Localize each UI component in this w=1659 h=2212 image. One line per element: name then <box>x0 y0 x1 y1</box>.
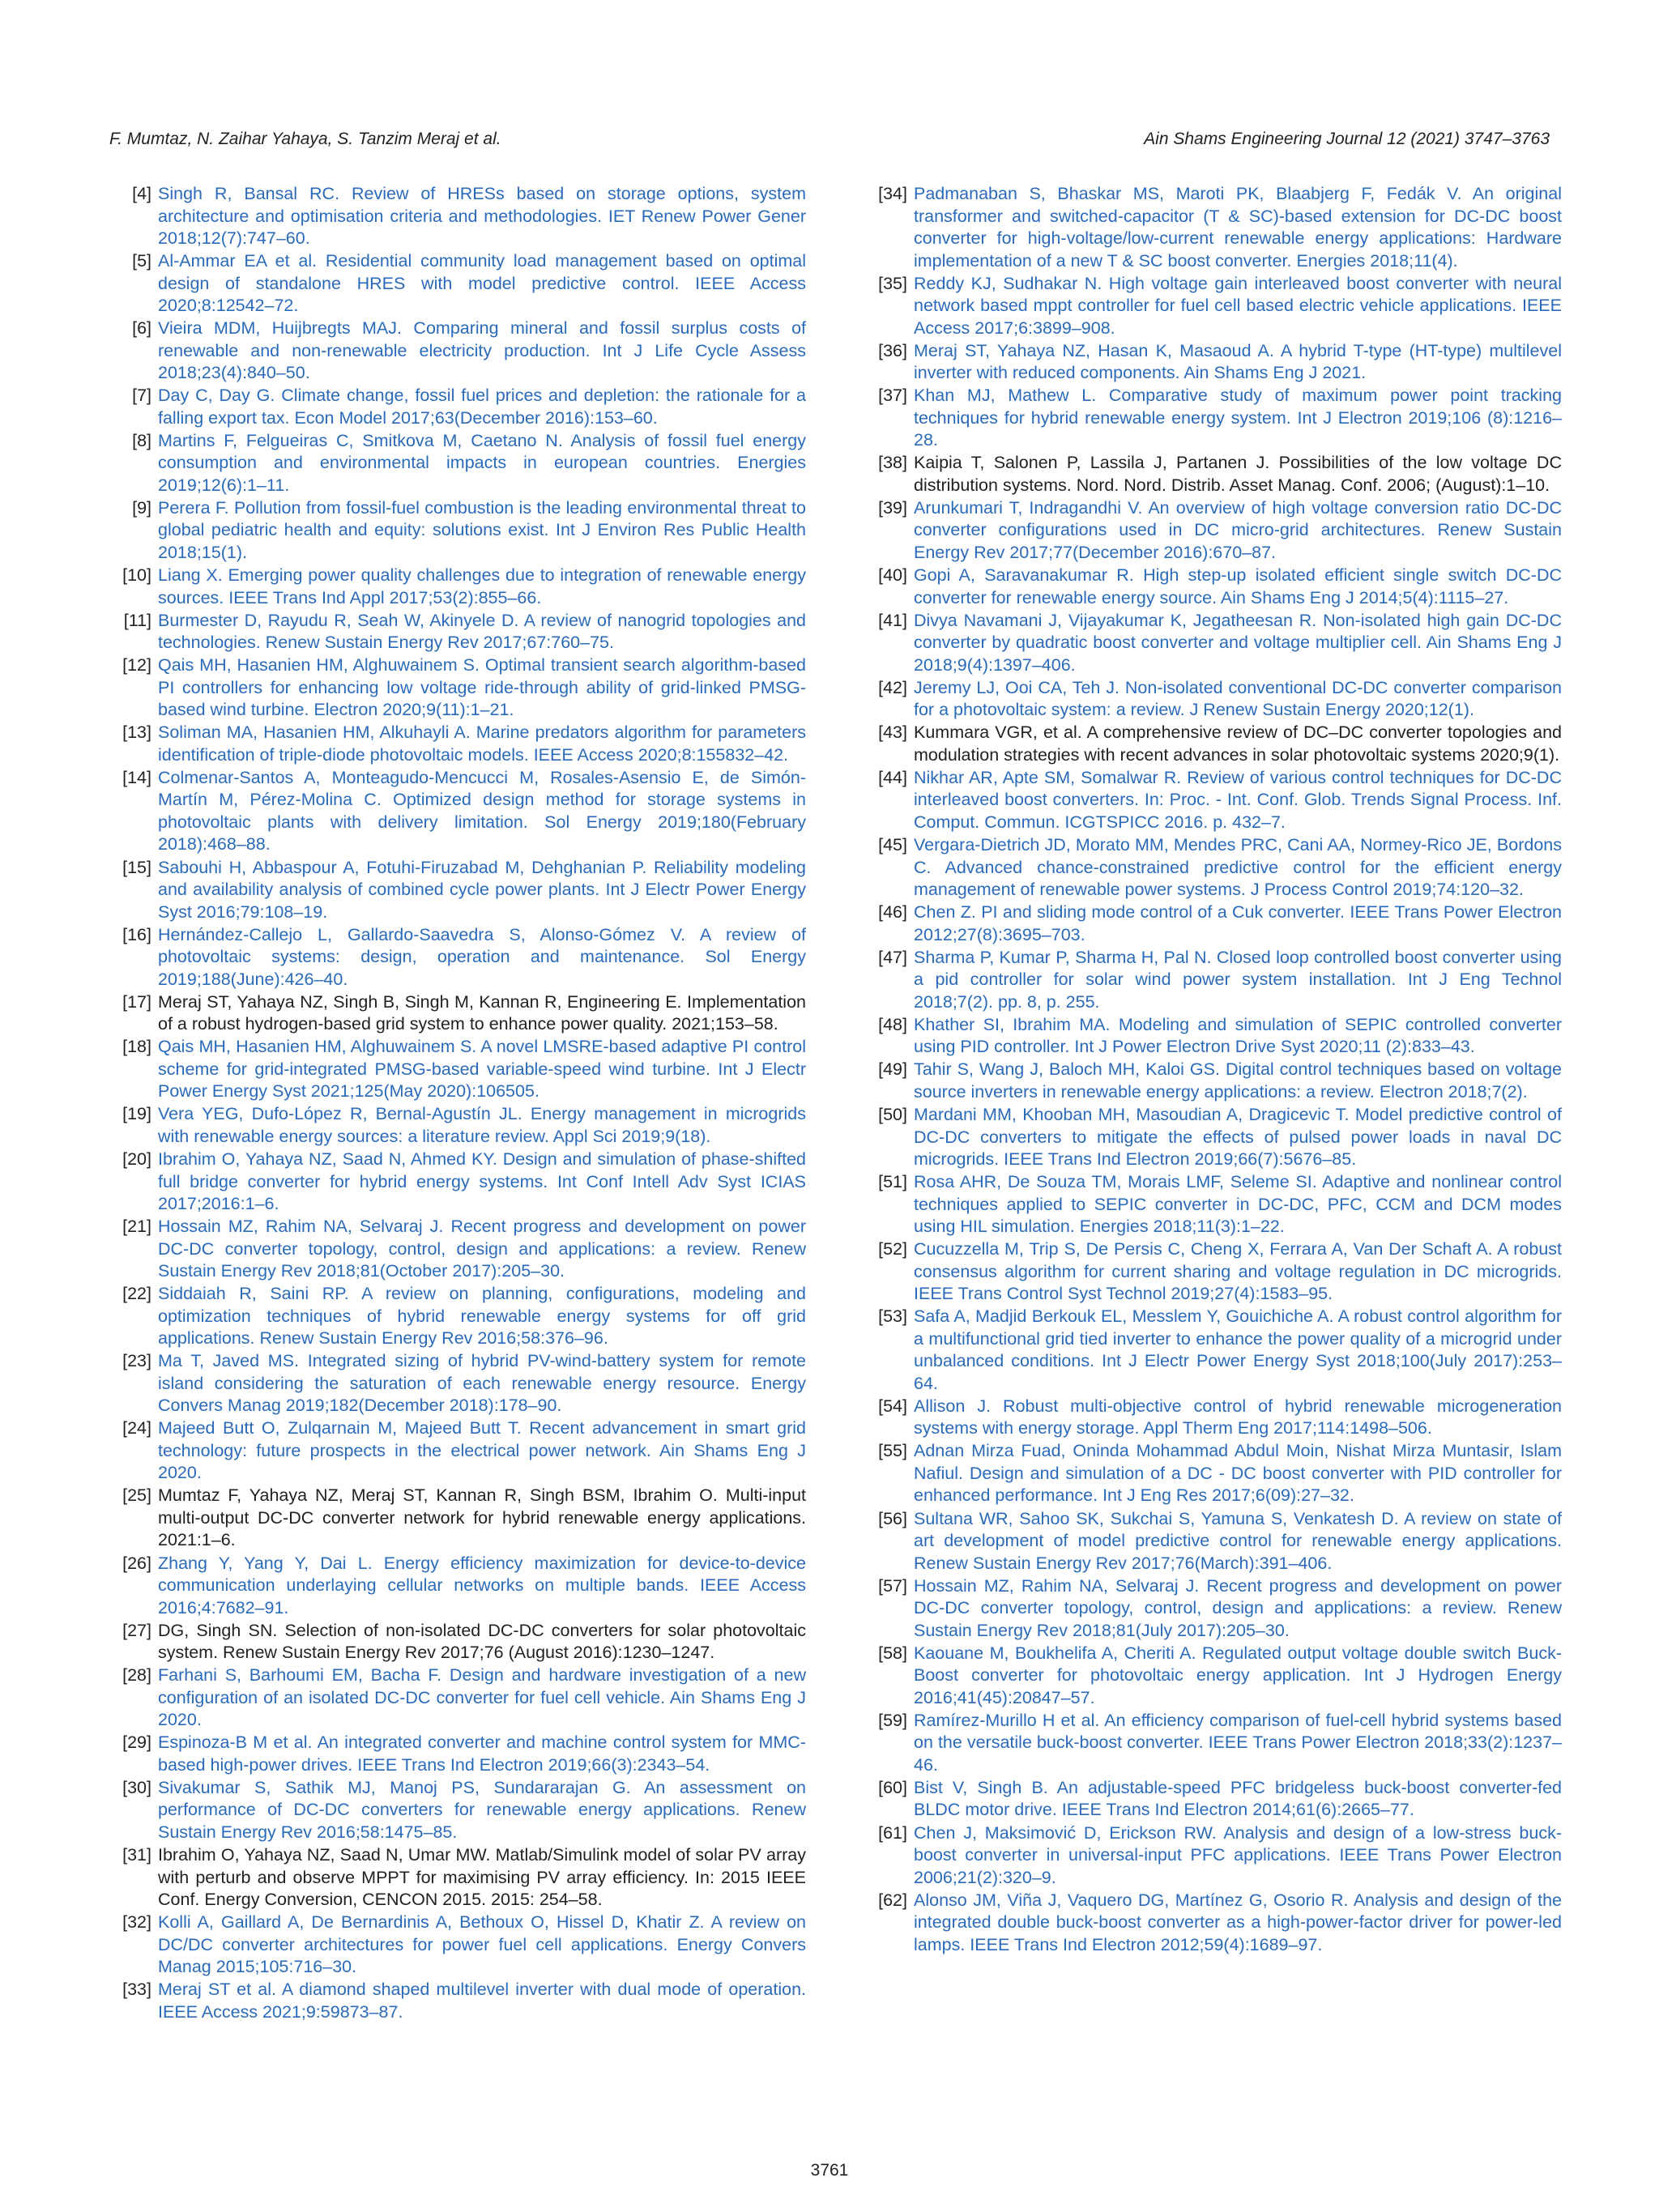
reference-link[interactable]: Burmester D, Rayudu R, Seah W, Akinyele D. A review of nanogrid topologies and technologies. Renew Sustain Energy Rev 2017;67:760–75. <box>158 610 806 653</box>
reference-link[interactable]: Sultana WR, Sahoo SK, Sukchai S, Yamuna S, Venkatesh D. A review on state of art development of model predictive control for renewable energy applications. Renew Sustain Energy Rev 2017;76(March):391–406. <box>914 1508 1562 1573</box>
reference-number: [33] <box>122 1980 151 2000</box>
reference-entry <box>109 318 806 385</box>
reference-number: [54] <box>878 1396 907 1416</box>
reference-entry <box>865 385 1562 452</box>
reference-number: [35] <box>878 273 907 293</box>
reference-link[interactable]: Alonso JM, Viña J, Vaquero DG, Martínez G, Osorio R. Analysis and design of the integrated double buck-boost converter as a high-power-factor driver for power-led lamps. IEEE Trans Ind Electron 2012;59(4):1689–97. <box>914 1890 1562 1954</box>
reference-link[interactable]: Soliman MA, Hasanien HM, Alkuhayli A. Marine predators algorithm for parameters identification of triple-diode photovoltaic models. IEEE Access 2020;8:155832–42. <box>158 722 806 765</box>
reference-number: [8] <box>132 430 151 450</box>
reference-number: [42] <box>878 677 907 697</box>
reference-number: [6] <box>132 318 151 339</box>
reference-link[interactable]: Vieira MDM, Huijbregts MAJ. Comparing mineral and fossil surplus costs of renewable and non-renewable electricity production. Int J Life Cycle Assess 2018;23(4):840–50. <box>158 318 806 383</box>
reference-entry <box>865 1059 1562 1103</box>
reference-number: [32] <box>122 1912 151 1933</box>
reference-entry <box>109 1036 806 1103</box>
running-head <box>109 130 1550 149</box>
reference-entry <box>109 722 806 766</box>
reference-number: [39] <box>878 497 907 518</box>
reference-number: [36] <box>878 340 907 360</box>
reference-link[interactable]: Arunkumari T, Indragandhi V. An overview of high voltage conversion ratio DC-DC converter configurations used in DC micro-grid architectures. Renew Sustain Energy Rev 2017;77(December 2016):670–87. <box>914 497 1562 562</box>
reference-entry <box>109 1912 806 1979</box>
reference-number: [40] <box>878 565 907 586</box>
reference-text: DG, Singh SN. Selection of non-isolated DC-DC converters for solar photovoltaic system. Renew Sustain Energy Rev 2017;76 (August 2016):1230–1247. <box>158 1620 806 1663</box>
reference-entry <box>865 452 1562 497</box>
reference-entry <box>109 1979 806 2023</box>
reference-number: [5] <box>132 251 151 271</box>
reference-entry <box>865 1575 1562 1643</box>
reference-number: [44] <box>878 767 907 787</box>
reference-link[interactable]: Hernández-Callejo L, Gallardo-Saavedra S, Alonso-Gómez V. A review of photovoltaic systems: design, operation and maintenance. Sol Energy 2019;188(June):426–40. <box>158 924 806 989</box>
reference-number: [19] <box>122 1104 151 1124</box>
reference-link[interactable]: Zhang Y, Yang Y, Dai L. Energy efficiency maximization for device-to-device communication underlaying cellular networks on multiple bands. IEEE Access 2016;4:7682–91. <box>158 1553 806 1617</box>
reference-link[interactable]: Adnan Mirza Fuad, Oninda Mohammad Abdul Moin, Nishat Mirza Muntasir, Islam Nafiul. Design and simulation of a DC - DC boost converter with PID controller for enhanced performance. Int J Eng Res 2017;6(09):27–32. <box>914 1441 1562 1506</box>
reference-entry <box>109 1149 806 1216</box>
reference-link[interactable]: Kaouane M, Boukhelifa A, Cheriti A. Regulated output voltage double switch Buck-Boost converter for photovoltaic energy application. Int J Hydrogen Energy 2016;41(45):20847–57. <box>914 1643 1562 1707</box>
reference-number: [15] <box>122 857 151 877</box>
reference-number: [50] <box>878 1105 907 1124</box>
reference-entry <box>109 991 806 1036</box>
reference-link[interactable]: Espinoza-B M et al. An integrated converter and machine control system for MMC-based high-power drives. IEEE Trans Ind Electron 2019;66(3):2343–54. <box>158 1733 806 1775</box>
reference-link[interactable]: Hossain MZ, Rahim NA, Selvaraj J. Recent progress and development on power DC-DC converter topology, control, design and applications: a review. Renew Sustain Energy Rev 2018;81(July 2017):205–30. <box>914 1575 1562 1640</box>
reference-number: [52] <box>878 1239 907 1259</box>
reference-number: [18] <box>122 1037 151 1057</box>
reference-link[interactable]: Vergara-Dietrich JD, Morato MM, Mendes PRC, Cani AA, Normey-Rico JE, Bordons C. Advanced chance-constrained predictive control for the efficient energy management of renewable power systems. J Process Control 2019;74:120–32. <box>914 835 1562 900</box>
reference-number: [17] <box>122 991 151 1012</box>
reference-link[interactable]: Vera YEG, Dufo-López R, Bernal-Agustín JL. Energy management in microgrids with renewable energy sources: a literature review. Appl Sci 2019;9(18). <box>158 1104 806 1146</box>
reference-text: Mumtaz F, Yahaya NZ, Meraj ST, Kannan R, Singh BSM, Ibrahim O. Multi-input multi-output DC-DC converter network for hybrid renewable energy applications. 2021:1–6. <box>158 1485 806 1550</box>
reference-number: [37] <box>878 386 907 406</box>
reference-entry <box>109 1553 806 1620</box>
reference-number: [45] <box>878 835 907 855</box>
reference-entry <box>109 1664 806 1732</box>
reference-entry <box>109 767 806 856</box>
reference-link[interactable]: Ma T, Javed MS. Integrated sizing of hybrid PV-wind-battery system for remote island considering the saturation of each renewable energy resource. Energy Convers Manag 2019;182(December 2018):178–90. <box>158 1351 806 1416</box>
reference-number: [38] <box>878 453 907 473</box>
reference-entry <box>109 857 806 924</box>
reference-number: [47] <box>878 947 907 967</box>
reference-entry <box>865 1396 1562 1440</box>
reference-entry <box>865 497 1562 565</box>
reference-link[interactable]: Chen Z. PI and sliding mode control of a Cuk converter. IEEE Trans Power Electron 2012;27(8):3695–703. <box>914 902 1562 944</box>
reference-number: [24] <box>122 1418 151 1438</box>
reference-entry <box>109 1620 806 1664</box>
reference-number: [27] <box>122 1620 151 1640</box>
reference-entry <box>109 1777 806 1844</box>
reference-number: [58] <box>878 1643 907 1663</box>
reference-entry <box>865 1014 1562 1059</box>
reference-number: [21] <box>122 1217 151 1237</box>
reference-entry <box>109 924 806 991</box>
page-number: 3761 <box>810 2161 849 2180</box>
running-head-authors: F. Mumtaz, N. Zaihar Yahaya, S. Tanzim Meraj et al. <box>109 130 501 148</box>
reference-link[interactable]: Sabouhi H, Abbaspour A, Fotuhi-Firuzabad M, Dehghanian P. Reliability modeling and availability analysis of combined cycle power plants. Int J Electr Power Energy Syst 2016;79:108–19. <box>158 857 806 922</box>
reference-entry <box>109 610 806 654</box>
reference-entry <box>865 1890 1562 1957</box>
reference-entry <box>109 250 806 318</box>
reference-entry <box>865 273 1562 340</box>
reference-text: Kummara VGR, et al. A comprehensive review of DC–DC converter topologies and modulation strategies with recent advances in solar photovoltaic systems 2020;9(1). <box>914 722 1562 765</box>
reference-link[interactable]: Siddaiah R, Saini RP. A review on planning, configurations, modeling and optimization techniques of hybrid renewable energy systems for off grid applications. Renew Sustain Energy Rev 2016;58:376–96. <box>158 1284 806 1349</box>
reference-number: [7] <box>132 386 151 406</box>
reference-link[interactable]: Cucuzzella M, Trip S, De Persis C, Cheng X, Ferrara A, Van Der Schaft A. A robust consensus algorithm for current sharing and voltage regulation in DC microgrids. IEEE Trans Control Syst Technol 2019;27(4):1583–95. <box>914 1239 1562 1304</box>
reference-entry <box>109 1417 806 1485</box>
reference-number: [30] <box>122 1777 151 1797</box>
reference-number: [11] <box>123 610 151 630</box>
reference-number: [23] <box>122 1351 151 1371</box>
reference-number: [56] <box>878 1508 907 1528</box>
reference-text: Ibrahim O, Yahaya NZ, Saad N, Umar MW. Matlab/Simulink model of solar PV array with perturb and observe MPPT for maximising PV array efficiency. In: 2015 IEEE Conf. Energy Conversion, CENCON 2015. 2015: 254–58. <box>158 1845 806 1910</box>
reference-link[interactable]: Divya Navamani J, Vijayakumar K, Jegatheesan R. Non-isolated high gain DC-DC converter by quadratic boost converter and voltage multiplier cell. Ain Shams Eng J 2018;9(4):1397–406. <box>914 610 1562 675</box>
reference-link[interactable]: Perera F. Pollution from fossil-fuel combustion is the leading environmental threat to global pediatric health and equity: solutions exist. Int J Environ Res Public Health 2018;15(1). <box>158 497 806 562</box>
reference-number: [60] <box>878 1777 907 1797</box>
reference-link[interactable]: Qais MH, Hasanien HM, Alghuwainem S. Optimal transient search algorithm-based PI controllers for enhancing low voltage ride-through ability of grid-linked PMSG-based wind turbine. Electron 2020;9(11):1–21. <box>158 655 806 720</box>
reference-number: [34] <box>878 184 907 203</box>
reference-number: [51] <box>878 1172 907 1192</box>
reference-link[interactable]: Hossain MZ, Rahim NA, Selvaraj J. Recent progress and development on power DC-DC converter topology, control, design and applications: a review. Renew Sustain Energy Rev 2018;81(October 2017):205–30. <box>158 1217 806 1281</box>
reference-link[interactable]: Tahir S, Wang J, Baloch MH, Kaloi GS. Digital control techniques based on voltage source inverters in renewable energy applications: a review. Electron 2018;7(2). <box>914 1059 1562 1102</box>
reference-entry <box>109 1844 806 1912</box>
reference-number: [25] <box>122 1485 151 1506</box>
reference-link[interactable]: Sivakumar S, Sathik MJ, Manoj PS, Sundararajan G. An assessment on performance of DC-DC converters for renewable energy applications. Renew Sustain Energy Rev 2016;58:1475–85. <box>158 1777 806 1842</box>
reference-number: [49] <box>878 1059 907 1080</box>
reference-link[interactable]: Martins F, Felgueiras C, Smitkova M, Caetano N. Analysis of fossil fuel energy consumption and environmental impacts in european countries. Energies 2019;12(6):1–11. <box>158 430 806 495</box>
reference-link[interactable]: Meraj ST et al. A diamond shaped multilevel inverter with dual mode of operation. IEEE Access 2021;9:59873–87. <box>158 1980 806 2022</box>
reference-link[interactable]: Farhani S, Barhoumi EM, Bacha F. Design and hardware investigation of a new configuration of an isolated DC-DC converter for fuel cell vehicle. Ain Shams Eng J 2020. <box>158 1665 806 1730</box>
reference-entry <box>109 1103 806 1148</box>
reference-number: [41] <box>878 610 907 630</box>
reference-entry <box>109 385 806 429</box>
reference-link[interactable]: Bist V, Singh B. An adjustable-speed PFC bridgeless buck-boost converter-fed BLDC motor drive. IEEE Trans Ind Electron 2014;61(6):2665–77. <box>914 1777 1562 1820</box>
reference-entry <box>865 340 1562 385</box>
reference-entry <box>109 1732 806 1776</box>
reference-entry <box>109 1283 806 1350</box>
reference-number: [9] <box>132 497 151 518</box>
reference-number: [28] <box>122 1665 151 1686</box>
reference-number: [48] <box>878 1014 907 1034</box>
reference-number: [61] <box>878 1822 907 1843</box>
reference-link[interactable]: Ramírez-Murillo H et al. An efficiency comparison of fuel-cell hybrid systems based on the versatile buck-boost converter. IEEE Trans Power Electron 2018;33(2):1237–46. <box>914 1710 1562 1775</box>
reference-number: [29] <box>122 1733 151 1753</box>
reference-entry <box>865 947 1562 1014</box>
reference-entry <box>109 1216 806 1283</box>
reference-entry <box>109 497 806 565</box>
reference-link[interactable]: Colmenar-Santos A, Monteagudo-Mencucci M, Rosales-Asensio E, de Simón-Martín M, Pérez-Molina C. Optimized design method for storage systems in photovoltaic plants with delivery limitation. Sol Energy 2019;180(February 2018):468–88. <box>158 767 806 855</box>
reference-link[interactable]: Khather SI, Ibrahim MA. Modeling and simulation of SEPIC controlled converter using PID controller. Int J Power Electron Drive Syst 2020;11 (2):833–43. <box>914 1014 1562 1057</box>
reference-link[interactable]: Day C, Day G. Climate change, fossil fuel prices and depletion: the rationale for a falling export tax. Econ Model 2017;63(December 2016):153–60. <box>158 386 806 428</box>
reference-number: [43] <box>878 722 907 743</box>
reference-text: Kaipia T, Salonen P, Lassila J, Partanen J. Possibilities of the low voltage DC distribution systems. Nord. Nord. Distrib. Asset Manag. Conf. 2006; (August):1–10. <box>914 453 1562 495</box>
reference-link[interactable]: Allison J. Robust multi-objective control of hybrid renewable microgeneration systems with energy storage. Appl Therm Eng 2017;114:1498–506. <box>914 1396 1562 1438</box>
reference-entry <box>865 1238 1562 1306</box>
reference-number: [26] <box>122 1553 151 1573</box>
reference-number: [31] <box>122 1845 151 1865</box>
reference-link[interactable]: Majeed Butt O, Zulqarnain M, Majeed Butt T. Recent advancement in smart grid technology: future prospects in the electrical power network. Ain Shams Eng J 2020. <box>158 1418 806 1483</box>
running-head-journal: Ain Shams Engineering Journal 12 (2021) 3747–3763 <box>1144 130 1550 148</box>
reference-number: [46] <box>878 902 907 923</box>
reference-number: [20] <box>122 1149 151 1169</box>
reference-link[interactable]: Singh R, Bansal RC. Review of HRESs based on storage options, system architecture and optimisation criteria and methodologies. IET Renew Power Gener 2018;12(7):747–60. <box>158 184 806 248</box>
reference-link[interactable]: Liang X. Emerging power quality challenges due to integration of renewable energy sources. IEEE Trans Ind Appl 2017;53(2):855–66. <box>158 565 806 607</box>
reference-link[interactable]: Kolli A, Gaillard A, De Bernardinis A, Bethoux O, Hissel D, Khatir Z. A review on DC/DC converter architectures for power fuel cell applications. Energy Convers Manag 2015;105:716–30. <box>158 1912 806 1977</box>
reference-number: [62] <box>878 1890 907 1910</box>
reference-entry <box>865 722 1562 766</box>
reference-entry <box>865 1104 1562 1171</box>
reference-entry <box>109 654 806 722</box>
reference-entry <box>865 1777 1562 1822</box>
reference-number: [55] <box>878 1441 907 1461</box>
reference-link[interactable]: Chen J, Maksimović D, Erickson RW. Analysis and design of a low-stress buck-boost converter in universal-input PFC applications. IEEE Trans Power Electron 2006;21(2):320–9. <box>914 1822 1562 1887</box>
reference-entry <box>865 901 1562 946</box>
reference-link[interactable]: Jeremy LJ, Ooi CA, Teh J. Non-isolated conventional DC-DC converter comparison for a photovoltaic system: a review. J Renew Sustain Energy 2020;12(1). <box>914 677 1562 720</box>
reference-entry <box>865 1643 1562 1710</box>
reference-link[interactable]: Mardani MM, Khooban MH, Masoudian A, Dragicevic T. Model predictive control of DC-DC converters to mitigate the effects of pulsed power loads in naval DC microgrids. IEEE Trans Ind Electron 2019;66(7):5676–85. <box>914 1105 1562 1169</box>
reference-number: [14] <box>122 767 151 787</box>
reference-entry <box>109 565 806 609</box>
reference-entry <box>109 183 806 250</box>
reference-link[interactable]: Reddy KJ, Sudhakar N. High voltage gain interleaved boost converter with neural network based mppt controller for fuel cell based electric vehicle applications. IEEE Access 2017;6:3899–908. <box>914 273 1562 338</box>
reference-link[interactable]: Safa A, Madjid Berkouk EL, Messlem Y, Gouichiche A. A robust control algorithm for a multifunctional grid tied inverter to enhance the power quality of a microgrid under unbalanced conditions. Int J Electr Power Energy Syst 2018;100(July 2017):253–64. <box>914 1306 1562 1393</box>
reference-entry <box>109 1485 806 1552</box>
reference-number: [22] <box>122 1284 151 1304</box>
reference-number: [53] <box>878 1306 907 1327</box>
reference-column-left <box>109 183 806 2024</box>
reference-column-right <box>865 183 1562 1957</box>
reference-link[interactable]: Gopi A, Saravanakumar R. High step-up isolated efficient single switch DC-DC converter for renewable energy source. Ain Shams Eng J 2014;5(4):1115–27. <box>914 565 1562 607</box>
reference-text: Meraj ST, Yahaya NZ, Singh B, Singh M, Kannan R, Engineering E. Implementation of a robust hydrogen-based grid system to enhance power quality. 2021;153–58. <box>158 991 806 1034</box>
reference-entry <box>865 677 1562 722</box>
reference-link[interactable]: Al-Ammar EA et al. Residential community load management based on optimal design of standalone HRES with model predictive control. IEEE Access 2020;8:12542–72. <box>158 251 806 316</box>
reference-entry <box>865 834 1562 901</box>
reference-link[interactable]: Padmanaban S, Bhaskar MS, Maroti PK, Blaabjerg F, Fedák V. An original transformer and switched-capacitor (T & SC)-based extension for DC-DC boost converter for high-voltage/low-current renewable energy applications: Hardware implementation of a new T & SC boost converter. Energies 2018;11(4). <box>914 184 1562 271</box>
reference-number: [59] <box>878 1710 907 1730</box>
reference-entry <box>109 430 806 497</box>
reference-entry <box>865 1440 1562 1507</box>
reference-link[interactable]: Khan MJ, Mathew L. Comparative study of maximum power point tracking techniques for hybrid renewable energy system. Int J Electron 2019;106 (8):1216–28. <box>914 386 1562 450</box>
reference-entry <box>865 1822 1562 1890</box>
reference-entry <box>865 767 1562 834</box>
reference-link[interactable]: Ibrahim O, Yahaya NZ, Saad N, Ahmed KY. Design and simulation of phase-shifted full bridge converter for hybrid energy systems. Int Conf Intell Adv Syst ICIAS 2017;2016:1–6. <box>158 1149 806 1213</box>
reference-entry <box>865 1508 1562 1575</box>
reference-number: [12] <box>122 655 151 676</box>
reference-entry <box>109 1350 806 1417</box>
reference-entry <box>865 565 1562 609</box>
reference-entry <box>865 1306 1562 1395</box>
reference-number: [57] <box>878 1575 907 1596</box>
reference-number: [4] <box>132 184 151 203</box>
reference-entry <box>865 1710 1562 1777</box>
reference-link[interactable]: Meraj ST, Yahaya NZ, Hasan K, Masaoud A. A hybrid T-type (HT-type) multilevel inverter with reduced components. Ain Shams Eng J 2021. <box>914 340 1562 383</box>
reference-link[interactable]: Qais MH, Hasanien HM, Alghuwainem S. A novel LMSRE-based adaptive PI control scheme for grid-integrated PMSG-based variable-speed wind turbine. Int J Electr Power Energy Syst 2021;125(May 2020):106505. <box>158 1037 806 1102</box>
reference-number: [10] <box>122 565 151 586</box>
reference-number: [13] <box>122 722 151 743</box>
reference-number: [16] <box>122 924 151 944</box>
reference-entry <box>865 183 1562 272</box>
reference-entry <box>865 610 1562 677</box>
reference-link[interactable]: Rosa AHR, De Souza TM, Morais LMF, Seleme SI. Adaptive and nonlinear control techniques applied to SEPIC converter in DC-DC, PFC, CCM and DCM modes using HIL simulation. Energies 2018;11(3):1–22. <box>914 1172 1562 1237</box>
reference-link[interactable]: Nikhar AR, Apte SM, Somalwar R. Review of various control techniques for DC-DC interleaved boost converters. In: Proc. - Int. Conf. Glob. Trends Signal Process. Inf. Comput. Commun. ICGTSPICC 2016. p. 432–7. <box>914 767 1562 832</box>
reference-link[interactable]: Sharma P, Kumar P, Sharma H, Pal N. Closed loop controlled boost converter using a pid controller for solar wind power system installation. Int J Eng Technol 2018;7(2). pp. 8, p. 255. <box>914 947 1562 1012</box>
reference-entry <box>865 1171 1562 1238</box>
